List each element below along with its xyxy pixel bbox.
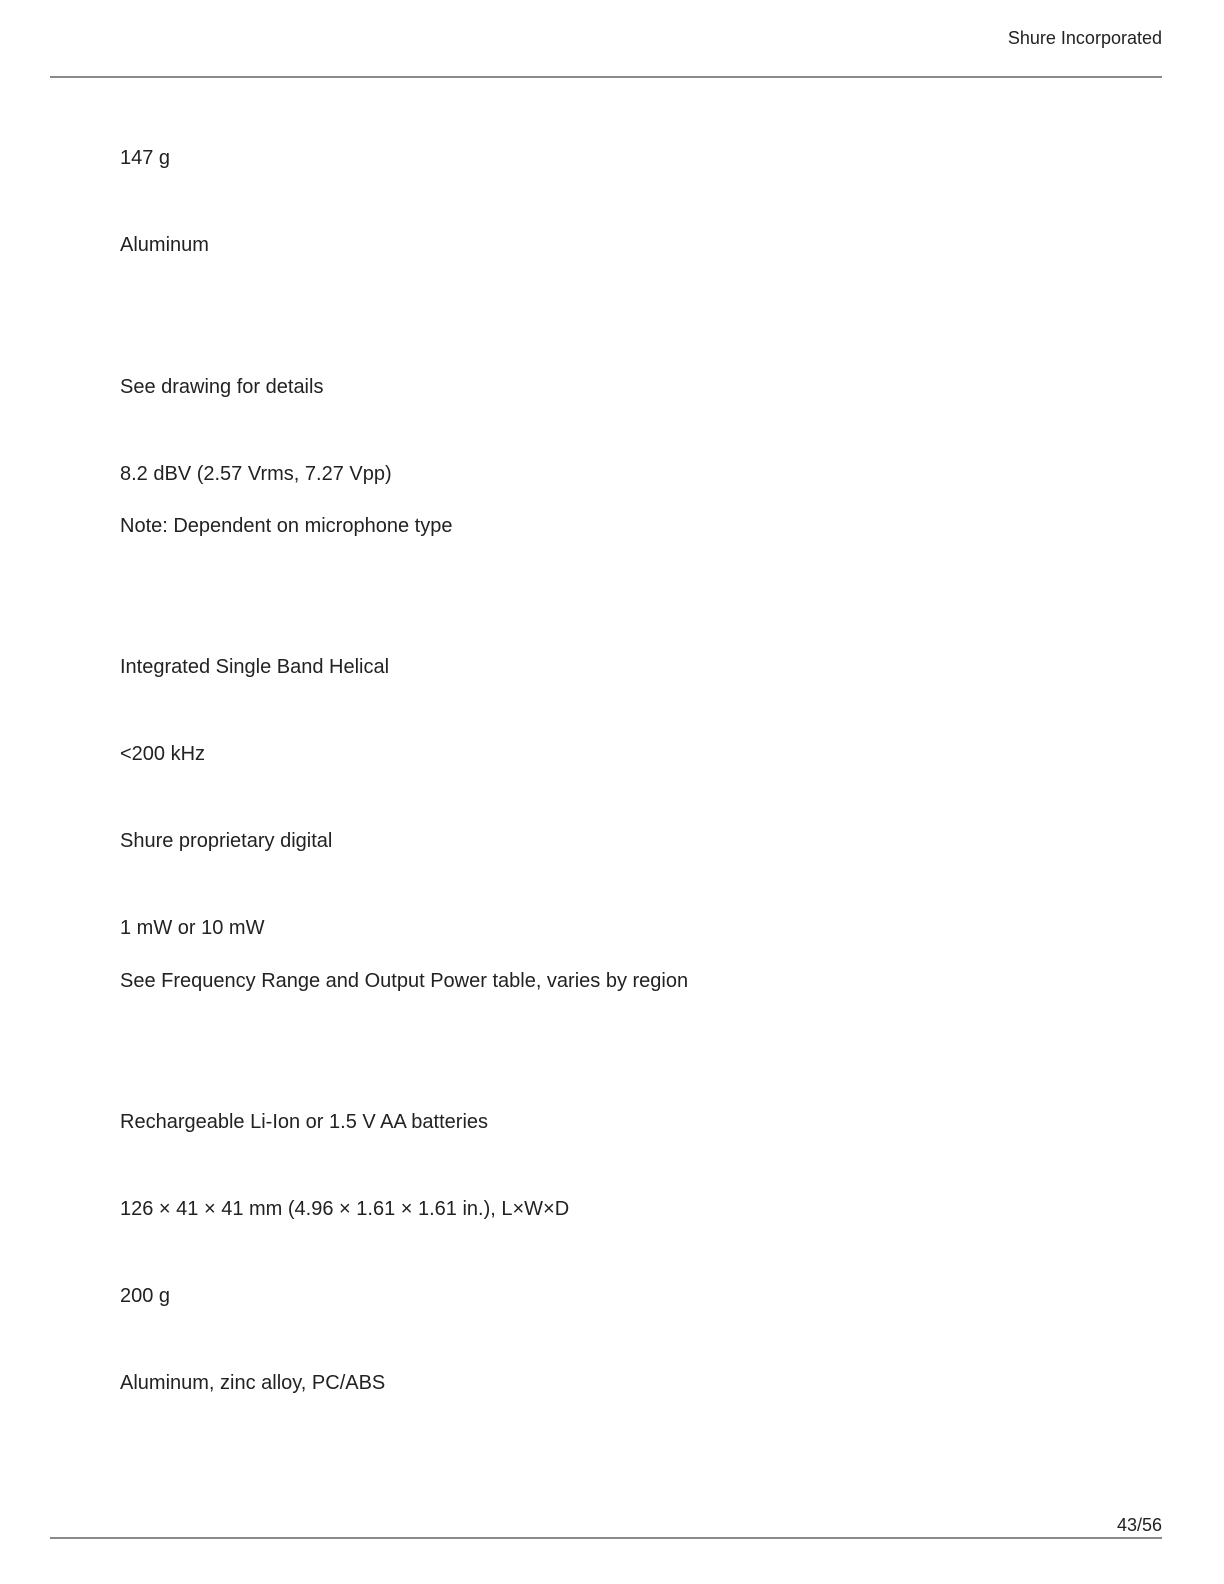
spec-value-dimensions-note: See drawing for details	[120, 376, 324, 398]
spec-value-power: Rechargeable Li-Ion or 1.5 V AA batteries	[120, 1111, 489, 1133]
header-divider	[50, 76, 1162, 78]
spec-value-modulation: Shure proprietary digital	[120, 830, 333, 852]
spec-value-bandwidth: <200 kHz	[120, 743, 206, 765]
spec-value-material: Aluminum	[120, 234, 209, 256]
spec-value-weight: 147 g	[120, 147, 171, 169]
spec-value-rf-power: 1 mW or 10 mW	[120, 917, 265, 939]
page-number: 43/56	[1116, 1515, 1162, 1535]
footer-divider	[50, 1537, 1162, 1539]
header-company: Shure Incorporated	[1007, 28, 1162, 48]
spec-value-antenna: Integrated Single Band Helical	[120, 656, 390, 678]
spec-value-weight-2: 200 g	[120, 1285, 171, 1307]
spec-value-input-level: 8.2 dBV (2.57 Vrms, 7.27 Vpp)	[120, 463, 392, 485]
spec-note-rf-power: See Frequency Range and Output Power table, varies by region	[120, 970, 689, 992]
spec-value-dimensions: 126 × 41 × 41 mm (4.96 × 1.61 × 1.61 in.), L×W×D	[120, 1198, 570, 1220]
spec-value-housing: Aluminum, zinc alloy, PC/ABS	[120, 1372, 386, 1394]
spec-note-microphone-type: Note: Dependent on microphone type	[120, 515, 453, 537]
